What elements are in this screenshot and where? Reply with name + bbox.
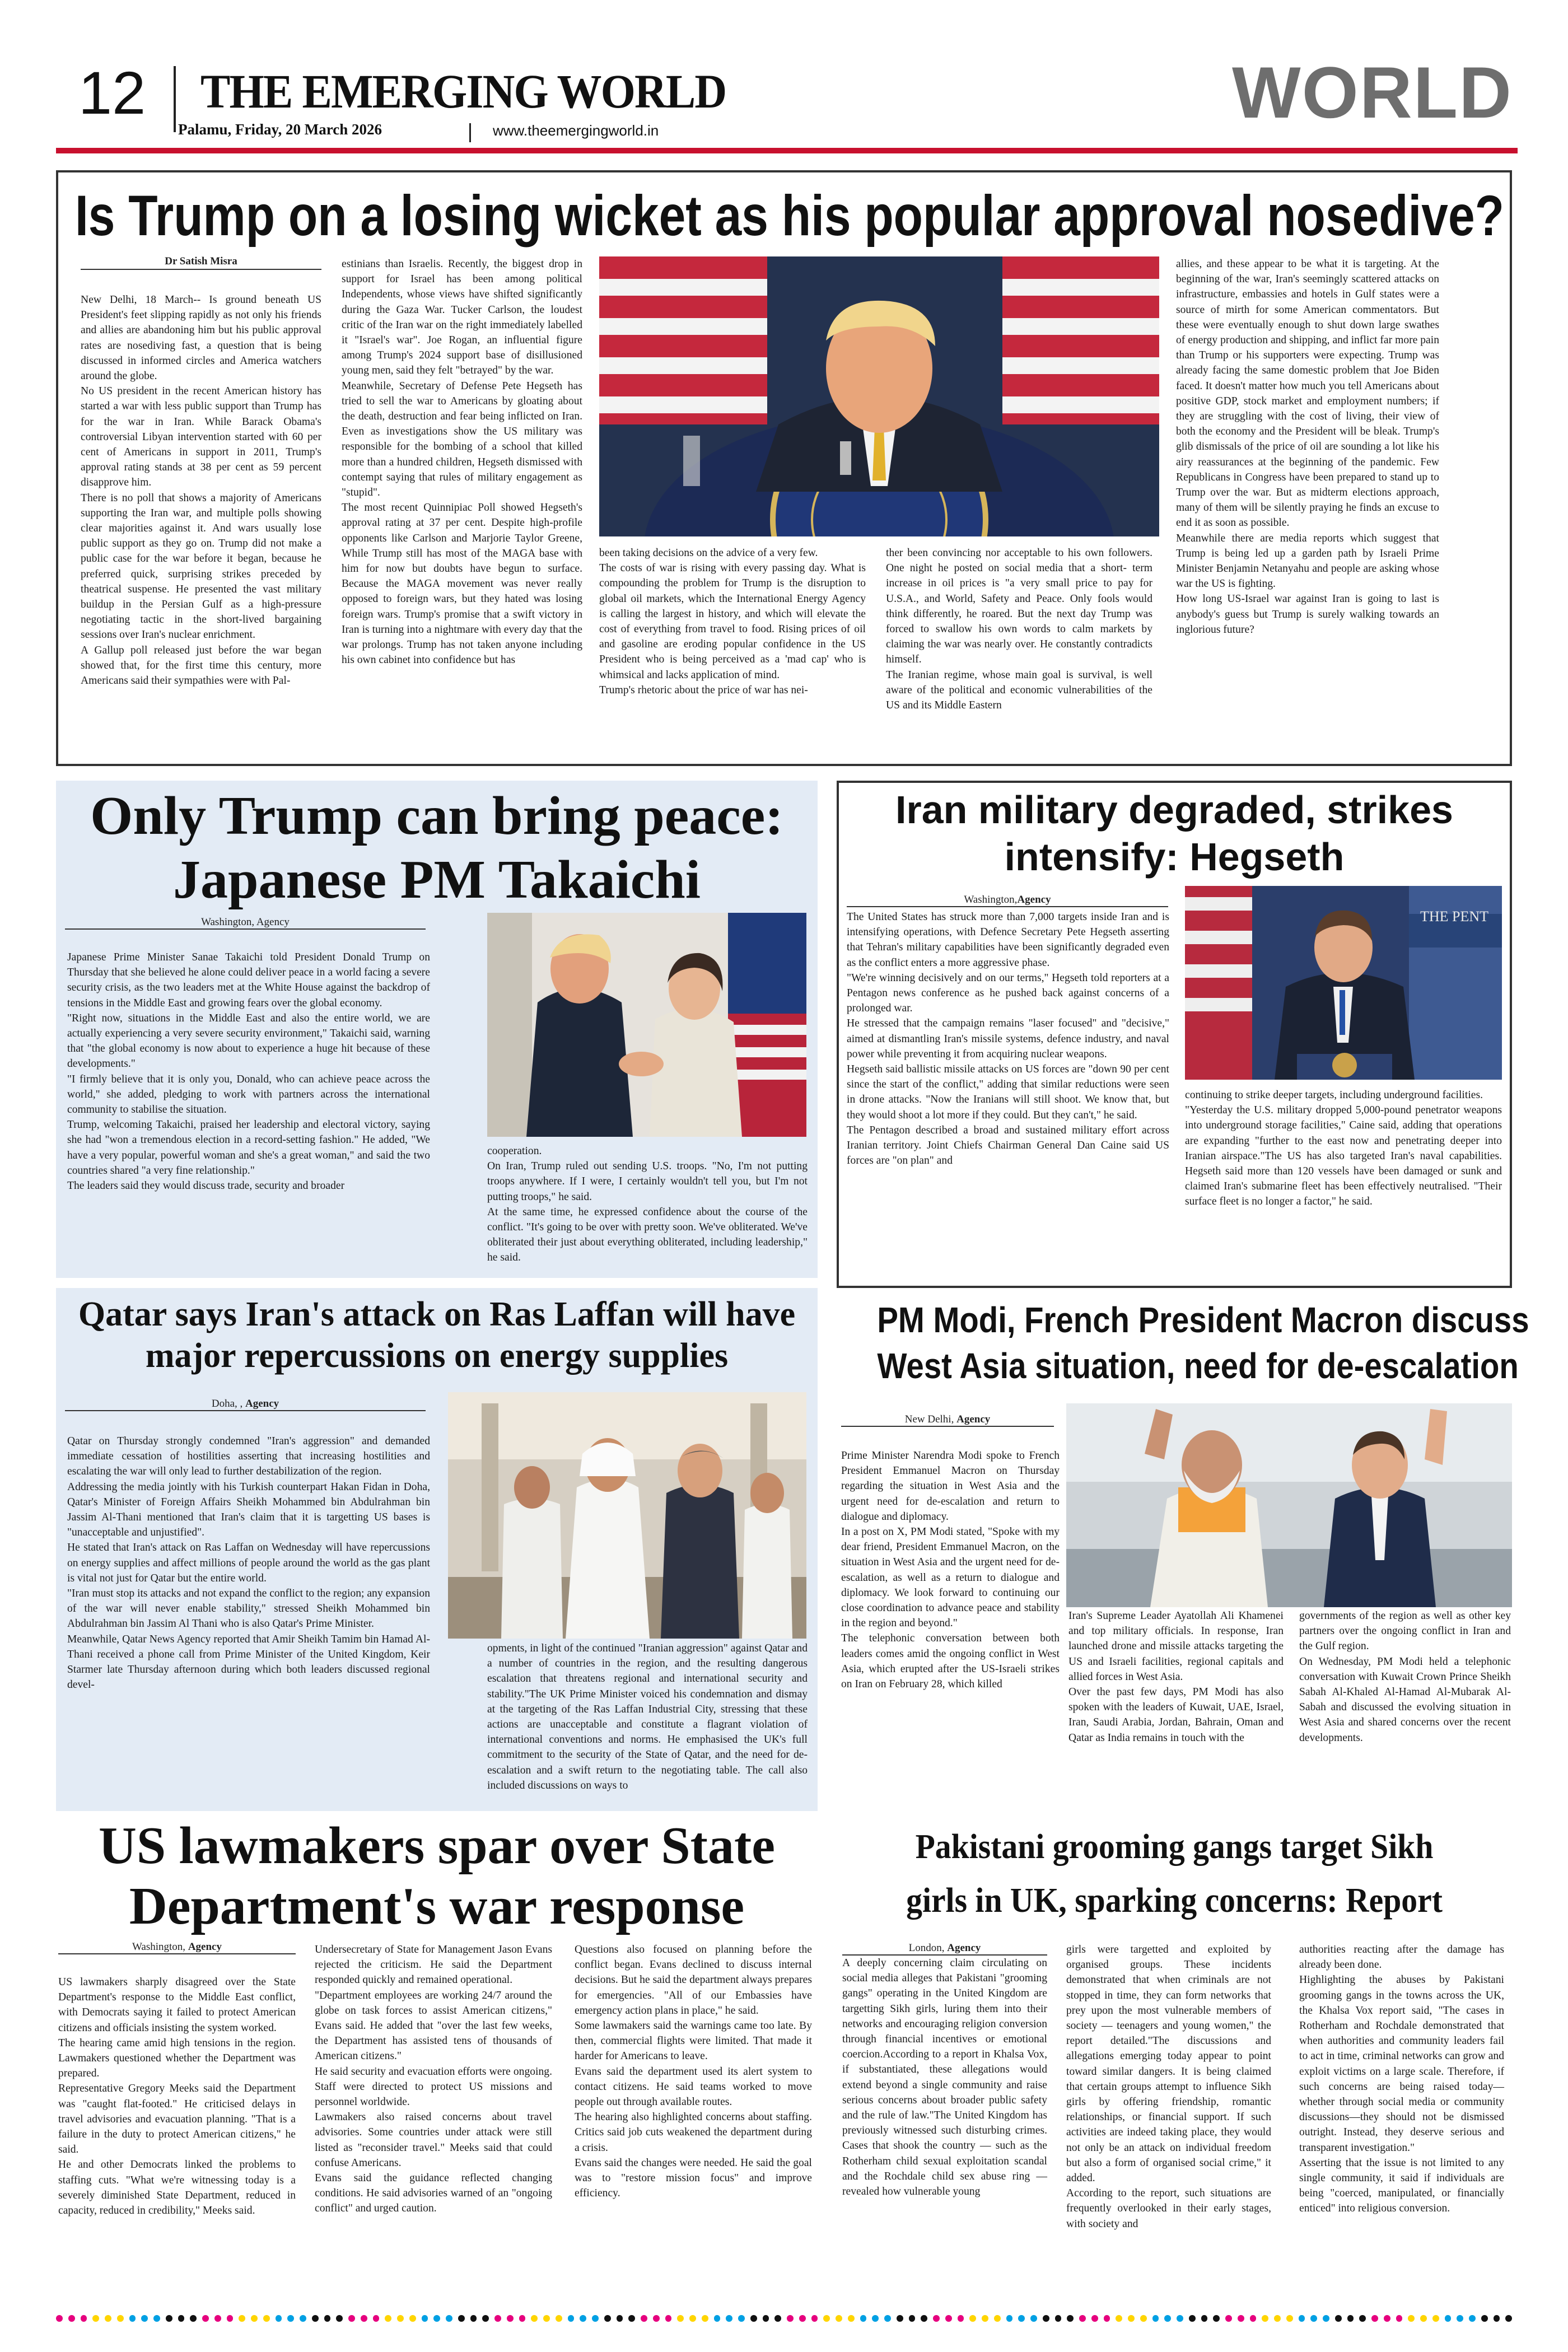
footer-dot [677, 2315, 684, 2322]
footer-dot [823, 2315, 830, 2322]
footer-dot [117, 2315, 124, 2322]
footer-dot [665, 2315, 672, 2322]
paragraph: Addressing the media jointly with his Turkish counterpart Hakan Fidan in Doha, Qatar's Minister of Foreign Affairs Sheikh Mohammed bin Abdulrahman bin Jassim Al-Thani mentioned that Iran's claim that it is targetting US bases is "unacceptable and unjustified". [67, 1481, 430, 1539]
footer-dot [1006, 2315, 1013, 2322]
footer-dot [921, 2315, 927, 2322]
paragraph: governments of the region as well as other key partners over the ongoing conflict in Iran and the Gulf region. [1299, 1610, 1511, 1653]
footer-dot [909, 2315, 916, 2322]
paragraph: girls were targetted and exploited by organised groups. These incidents demonstrated that when criminals are not stopped in time, they can form networks that prey upon the most vulnerable members of society — teenagers and young women," the report detailed."The discussions and allegations emerging today appear to point toward similar dangers. It is being claimed that certain groups attempt to influence Sikh girls by offering friendship, romantic relationships, or financial support. If such activities are indeed taking place, they would not only be an attack on individual freedom but also a form of organised social crime," it added. [1066, 1944, 1271, 2185]
footer-dot [141, 2315, 148, 2322]
footer-dot [336, 2315, 343, 2322]
footer-dot [422, 2315, 428, 2322]
paper-name: THE EMERGING WORLD [200, 64, 726, 118]
footer-dot [774, 2315, 781, 2322]
paragraph: Trump, welcoming Takaichi, praised her leadership and electoral victory, saying she had "won a tremendous election in a record-setting fashion." He added, "We have a very popular, powerful woman and she's a great woman," and said the two countries shared "a very fine relationship." [67, 1119, 430, 1177]
paragraph: Meanwhile, Qatar News Agency reported that Amir Sheikh Tamim bin Hamad Al-Thani received a phone call from Prime Minister of the United Kingdom, Keir Starmer late Thursday afternoon during which both leaders discussed regional devel- [67, 1633, 430, 1691]
footer-dot [738, 2315, 745, 2322]
paragraph: Asserting that the issue is not limited to any single community, it said if individuals are being "coerced, manipulated, or financially enticed" into religious conversion. [1299, 2157, 1504, 2215]
paragraph: Highlighting the abuses by Pakistani grooming gangs in the towns across the UK, the Khalsa Vox report said, "The cases in Rotherham and Rochdale demonstrated that when authorities and community leaders fail to act in time, criminal networks can grow and exploit victims on a large scale. Therefore, if such concerns are being raised today—whether through social media or community discussions—they should not be dismissed outright. Instead, they deserve serious and transparent investigation." [1299, 1974, 1504, 2154]
footer-dot [239, 2315, 245, 2322]
footer-dot [811, 2315, 818, 2322]
footer-dot [1505, 2315, 1512, 2322]
headline-line-2: West Asia situation, need for de-escalation [877, 1346, 1519, 1386]
footer-dot [482, 2315, 489, 2322]
footer-dot [750, 2315, 757, 2322]
footer-dot [1371, 2315, 1378, 2322]
col-1 [841, 1448, 1060, 1692]
page-number: 12 [78, 59, 146, 127]
headline [56, 784, 818, 912]
footer-dot [1384, 2315, 1390, 2322]
footer-dot [1189, 2315, 1196, 2322]
footer-dot [202, 2315, 209, 2322]
paragraph: The costs of war is rising with every passing day. What is compounding the problem for Trump is the disruption to global oil markets, which the International Energy Agency is calling the largest in history, and which will elevate the cost of everything from travel to food. Rising prices of oil and gasoline are eroding popular confidence in the US President who is being perceived as a 'mad cap' who is whimsical and lacks application of mind. [599, 562, 866, 681]
footer-dot [617, 2315, 623, 2322]
headline-line-2: intensify: Hegseth [1004, 835, 1345, 879]
paragraph: Prime Minister Narendra Modi spoke to French President Emmanuel Macron on Thursday regarding the situation in West Asia and the urgent need for de-escalation and return to dialogue and diplomacy. [841, 1450, 1060, 1523]
headline-line-2: Japanese PM Takaichi [172, 850, 701, 910]
trump-takaichi-photo [487, 913, 806, 1137]
footer-dot [300, 2315, 306, 2322]
paragraph: He stressed that the campaign remains "laser focused" and "decisive," aimed at dismantling Iran's missile systems, defence industry, and naval power while preventing it from acquiring nuclear weapons. [847, 1018, 1169, 1060]
paragraph: Over the past few days, PM Modi has also spoken with the leaders of Kuwait, UAE, Israel, Iran, Saudi Arabia, Jordan, Bahrain, Oman and Qatar as India remains in touch with the [1068, 1686, 1284, 1744]
paragraph: Japanese Prime Minister Sanae Takaichi told President Donald Trump on Thursday that she believed he alone could deliver peace in a world facing a severe security crisis, as the two leaders met at the White House against the backdrop of tensions in the Middle East and growing fears over the global economy. [67, 951, 430, 1009]
photo-sign: THE PENT [1420, 908, 1489, 925]
paragraph: cooperation. [487, 1145, 542, 1157]
headline-line-1: US lawmakers spar over State [98, 1817, 775, 1875]
footer-dot [81, 2315, 87, 2322]
paragraph: A deeply concerning claim circulating on social media alleges that Pakistani "grooming gangs" operating in the United Kingdom are targetting Sikh girls, luring them into their networks and encouraging religion conversion through financial incentives or emotional coercion.According to a report in Khalsa Vox, if substantiated, these allegations would extend beyond a single community and raise serious concerns about broader public safety and the rule of law."The United Kingdom has previously witnessed such disturbing crimes. Cases that shook the country — such as the Rotherham child sexual exploitation scandal and the Rochdale child sex abuse ring — revealed how vulnerable young [842, 1957, 1047, 2198]
dateline: Palamu, Friday, 20 March 2026 [178, 121, 382, 138]
footer-dot [397, 2315, 404, 2322]
paragraph: "We're winning decisively and on our terms," Hegseth told reporters at a Pentagon news conference as he pushed back against concerns of a prolonged war. [847, 972, 1169, 1015]
col-5 [1176, 256, 1439, 637]
footer-dot [166, 2315, 172, 2322]
footer-dot [105, 2315, 111, 2322]
footer-dot [689, 2315, 696, 2322]
footer-dot [458, 2315, 465, 2322]
footer-dot [1030, 2315, 1037, 2322]
col-1 [81, 292, 321, 688]
footer-dot [470, 2315, 477, 2322]
footer-dot [1091, 2315, 1098, 2322]
headline-line-2: major repercussions on energy supplies [145, 1337, 729, 1375]
paragraph: Evans said the changes were needed. He said the goal was to "restore mission focus" and improve efficiency. [575, 2157, 812, 2200]
paragraph: Meanwhile, Secretary of Defense Pete Hegseth has tried to sell the war to Americans by gloating about the death, destruction and fear being inflicted on Iran. Even as investigations show the US military was responsible for the bombing of a school that killed more than a hundred children, Hegseth dismissed with contempt saying that rules of military engagement as "stupid". [342, 380, 582, 499]
footer-dot [92, 2315, 99, 2322]
paragraph: ther been convincing nor acceptable to his own followers. One night he posted on social media that a short- term increase in oil prices is "a very small price to pay for U.S.A., and World, Safety and Peace. Only fools would think differently, he roared. But the next day Trump was forced to swallow his own words to calm markets by claiming the war was nearly over. He constantly contradicts himself. [886, 547, 1152, 666]
footer-dot [227, 2315, 234, 2322]
footer-dot [1310, 2315, 1317, 2322]
footer-dot [543, 2315, 550, 2322]
paragraph: US lawmakers sharply disagreed over the State Department's response to the Middle East conflict, with Democrats saying it failed to protect American citizens and officials insisting the system worked. [58, 1976, 296, 2034]
masthead-divider [174, 66, 176, 132]
headline-line-1: Pakistani grooming gangs target Sikh [915, 1828, 1434, 1866]
col-2 [342, 256, 582, 668]
footer-dot [945, 2315, 952, 2322]
slug: London, Agency [842, 1942, 1047, 1956]
paragraph: He said security and evacuation efforts were ongoing. Staff were directed to protect US missions and personnel worldwide. [315, 2065, 552, 2108]
byline: Dr Satish Misra [81, 255, 321, 270]
footer-dot [897, 2315, 903, 2322]
paragraph: According to the report, such situations are frequently overlooked in their early stages, with society and [1066, 2187, 1271, 2230]
masthead-divider-small [469, 123, 471, 142]
footer-dot [714, 2315, 721, 2322]
headline [56, 1294, 818, 1376]
paragraph: On Iran, Trump ruled out sending U.S. troops. "No, I'm not putting troops anywhere. If I were, I certainly wouldn't tell you, but I'm not putting troops," he said. [487, 1160, 808, 1203]
footer-dot [1420, 2315, 1427, 2322]
paragraph: "I firmly believe that it is only you, Donald, who can achieve peace across the world," she added, pledging to work with partners across the international community to stabilise the situation. [67, 1073, 430, 1116]
footer-dot [1104, 2315, 1110, 2322]
footer-dot [153, 2315, 160, 2322]
footer-dot [933, 2315, 940, 2322]
paragraph: The Iranian regime, whose main goal is survival, is well aware of the political and economic vulnerabilities of the US and its Middle Eastern [886, 669, 1152, 712]
paragraph: opments, in light of the continued "Iranian aggression" against Qatar and a number of countries in the region, and the resulting dangerous escalation that threatens regional and international security and stability."The UK Prime Minister voiced his condemnation and dismay at the targeting of the Ras Laffan Industrial City, stressing that these actions are unacceptable and constitute a flagrant violation of international conventions and norms. He emphasised the UK's full commitment to the security of the State of Qatar, and the need for de-escalation and a swift return to the negotiating table. The call also included discussions on ways to [487, 1642, 808, 1791]
footer-dot [763, 2315, 769, 2322]
paragraph: authorities reacting after the damage has already been done. [1299, 1944, 1504, 1971]
footer-dot [982, 2315, 988, 2322]
headline-line-2: Department's war response [129, 1877, 745, 1935]
slug: Washington, Agency [65, 916, 426, 930]
paragraph: He stated that Iran's attack on Ras Laffan on Wednesday will have repercussions on energy supplies and affect millions of people around the world as the gas plant is vital not just for Qatar but the entire world. [67, 1542, 430, 1584]
headline-line-1: Qatar says Iran's attack on Ras Laffan will have [78, 1295, 796, 1333]
footer-dot [1286, 2315, 1293, 2322]
footer-dot [348, 2315, 355, 2322]
paragraph: There is no poll that shows a majority of Americans supporting the Iran war, and multiple polls showing clear majorities against it. And wars usually lose public support as they go on. Trump did not make a public case for the war before it began, because he preferred quick, surprising strikes preceded by theatrical suspense. He presented the vast military buildup in the Persian Gulf as a high-pressure negotiating tactic in the short-lived bargaining sessions over Iran's nuclear enrichment. [81, 492, 321, 641]
masthead [0, 0, 1568, 157]
paragraph: "Yesterday the U.S. military dropped 5,000-pound penetrator weapons into underground storage facilities," Caine said, adding that operations are expanding "further to the east now and penetrating deeper into Iranian airspace."The US has also targeted Iran's naval capabilities. Hegseth said more than 120 vessels have been damaged or sunk and claimed Iran's submarine fleet has been effectively neutralised. "Their surface fleet is no longer a factor," he said. [1185, 1104, 1502, 1208]
paragraph: The hearing came amid high tensions in the region. Lawmakers questioned whether the Department was prepared. [58, 2037, 296, 2080]
footer-dot [1323, 2315, 1329, 2322]
footer-dot [214, 2315, 221, 2322]
footer-dot [324, 2315, 331, 2322]
paragraph: He and other Democrats linked the problems to staffing cuts. "What we're witnessing today is a severely diminished State Department, reduced in capacity, reduced in credibility," Meeks said. [58, 2159, 296, 2217]
modi-macron-photo [1066, 1403, 1512, 1607]
footer-dot [446, 2315, 452, 2322]
paragraph: "Right now, situations in the Middle East and also the entire world, we are actually experiencing a very severe security environment," Takaichi said, warning that "the global economy is now about to experience a huge hit because of these developments." [67, 1012, 430, 1070]
paragraph: Evans said the guidance reflected changing conditions. He said advisories warned of an "ongoing conflict" and urged caution. [315, 2172, 552, 2215]
footer-dot [1043, 2315, 1049, 2322]
col-2 [487, 1144, 808, 1266]
section-title: WORLD [1232, 52, 1513, 133]
footer-dot [68, 2315, 75, 2322]
article-modi-macron [837, 1297, 1529, 1811]
article-us-lawmakers [56, 1812, 818, 2296]
footer-dot [1225, 2315, 1232, 2322]
paragraph: The leaders said they would discuss trade, security and broader [67, 1180, 345, 1192]
col-3 [575, 1942, 812, 2201]
paragraph: Iran's Supreme Leader Ayatollah Ali Khamenei and top military officials. In response, Iran launched drone and missile attacks targeting the US and Israeli facilities, regional capitals and allied forces in West Asia. [1068, 1610, 1284, 1683]
footer-dot [1128, 2315, 1135, 2322]
footer-dot [1164, 2315, 1171, 2322]
article-hegseth [837, 781, 1512, 1288]
headline [839, 786, 1510, 880]
paragraph: Some lawmakers said the warnings came too late. By then, commercial flights were limited. That made it harder for Americans to leave. [575, 2020, 812, 2062]
footer-dot [178, 2315, 185, 2322]
paragraph: The hearing also highlighted concerns about staffing. Critics said job cuts weakened the department during a crisis. [575, 2111, 812, 2154]
col-2 [1066, 1942, 1271, 2232]
col-2 [1068, 1608, 1284, 1746]
footer-dot [628, 2315, 635, 2322]
footer-dot [958, 2315, 964, 2322]
paragraph: "Department employees are working 24/7 around the globe on task forces to assist American citizens," Evans said. He added that "over the last few weeks, the Department has assisted tens of thousands of American citizens." [315, 1989, 552, 2062]
headline: Is Trump on a losing wicket as his popular approval nosedive? [75, 184, 1504, 248]
paragraph: In a post on X, PM Modi stated, "Spoke with my dear friend, President Emmanuel Macron, on the situation in West Asia and the urgent need for de-escalation, as well as a return to dialogue and diplomacy. We look forward to continuing our close coordination to advance peace and stability in the region and beyond." [841, 1526, 1060, 1630]
footer-dot [190, 2315, 197, 2322]
col-3 [1299, 1942, 1504, 2216]
footer-dot [1408, 2315, 1415, 2322]
headline-line-1: Iran military degraded, strikes [895, 788, 1453, 832]
col-2 [487, 1641, 808, 1793]
footer-dot [1018, 2315, 1025, 2322]
footer-dot [531, 2315, 538, 2322]
paragraph: allies, and these appear to be what it is targeting. At the beginning of the war, Iran's seemingly scattered attacks on infrastructure, embassies and hotels in Gulf states were a source of mirth for some American commentators. But these were eventually enough to shut down large swathes of energy production and shipping, and inflict far more pain than Trump or his supporters were expecting. Trump was already facing the same domestic problem that Joe Biden faced. It doesn't matter how much you tell Americans about positive GDP, stock market and employment numbers; if they are struggling with the cost of living, their view of both the economy and the President will be bleak. Trump's glib dismissals of the price of oil are sounding a lot like his airy reassurances at the beginning of the pandemic. Few Republicans in Congress have been prepared to stand up to Trump over the war. But as midterm elections approach, many of them will be silently praying he finds an excuse to end it as soon as possible. [1176, 258, 1439, 529]
footer-dot [1469, 2315, 1476, 2322]
footer-dot [1274, 2315, 1281, 2322]
paragraph: Trump's rhetoric about the price of war has nei- [599, 684, 808, 696]
paragraph: continuing to strike deeper targets, including underground facilities. [1185, 1089, 1483, 1101]
footer-dot [860, 2315, 867, 2322]
footer-dot [580, 2315, 586, 2322]
paragraph: Hegseth said ballistic missile attacks on US forces are "down 90 per cent since the start of the conflict," adding that similar reductions were seen in drone attacks. "Now the Iranians will still shoot. We know that, but they would shoot a lot more if they could. But they can't," he said. [847, 1063, 1169, 1121]
footer-dot [994, 2315, 1001, 2322]
col-1 [58, 1975, 296, 2218]
article-qatar [56, 1288, 818, 1811]
paragraph: Qatar on Thursday strongly condemned "Iran's aggression" and demanded immediate cessation of hostilities asserting that increasing hostilities and escalating the war will only lead to further destabilization of the region. [67, 1435, 430, 1478]
col-1 [847, 909, 1169, 1168]
footer-dot [409, 2315, 416, 2322]
footer-dot [556, 2315, 562, 2322]
red-rule [56, 148, 1518, 153]
col-2 [315, 1942, 552, 2216]
headline-line-2: girls in UK, sparking concerns: Report [906, 1882, 1443, 1920]
website: www.theemergingworld.in [493, 122, 659, 139]
footer-dot [1116, 2315, 1122, 2322]
footer-dot [56, 2315, 63, 2322]
footer-dot [872, 2315, 879, 2322]
footer-dot [1177, 2315, 1183, 2322]
paragraph: On Wednesday, PM Modi held a telephonic conversation with Kuwait Crown Prince Sheikh Sabah Al-Khaled Al-Hamad Al-Mubarak Al-Sabah and discussed the evolving situation in West Asia and shared concerns over the recent developments. [1299, 1655, 1511, 1744]
footer-dot [433, 2315, 440, 2322]
footer-dot [1347, 2315, 1354, 2322]
footer-dot [287, 2315, 294, 2322]
hegseth-photo [1185, 886, 1502, 1080]
footer-dot [1457, 2315, 1463, 2322]
paragraph: Lawmakers also raised concerns about travel advisories. Some countries under attack were still listed as "reconsider travel." Meeks said that could confuse Americans. [315, 2111, 552, 2169]
footer-dot [1396, 2315, 1403, 2322]
paragraph: A Gallup poll released just before the war began showed that, for the first time this century, more Americans said their sympathies were with Pal- [81, 644, 321, 687]
footer-dot [385, 2315, 391, 2322]
slug: New Delhi, Agency [841, 1413, 1054, 1427]
footer-dot [494, 2315, 501, 2322]
footer-dot [361, 2315, 367, 2322]
doha-officials-photo [448, 1392, 806, 1639]
footer-dot [787, 2315, 794, 2322]
footer-dot [507, 2315, 514, 2322]
slug: Doha, , Agency [65, 1398, 426, 1411]
article-trump-approval [56, 170, 1512, 766]
footer-dot [604, 2315, 611, 2322]
slug: Washington,Agency [847, 894, 1168, 907]
col-1 [67, 1434, 430, 1692]
footer-dot [641, 2315, 647, 2322]
footer-dot [799, 2315, 806, 2322]
slug: Washington, Agency [58, 1941, 296, 1954]
headline-line-1: Only Trump can bring peace: [90, 786, 783, 846]
footer-dot [1359, 2315, 1366, 2322]
footer-dot [1213, 2315, 1220, 2322]
footer-dot [1055, 2315, 1062, 2322]
footer-dot [251, 2315, 258, 2322]
headline [860, 1820, 1488, 1928]
headline [877, 1297, 1529, 1389]
footer-dot [1481, 2315, 1488, 2322]
footer-dot [1432, 2315, 1439, 2322]
paragraph: Evans said the department used its alert system to contact citizens. He said teams worked to move people out through available routes. [575, 2065, 812, 2108]
footer-dot [568, 2315, 575, 2322]
article-uk-grooming [837, 1812, 1512, 2296]
footer-dot [836, 2315, 842, 2322]
headline [56, 1816, 818, 1936]
paragraph: Questions also focused on planning before the conflict began. Evans declined to discuss internal decisions. But he said the department always prepares for emergencies. "All of our Embassies have emergency action plans in place," he said. [575, 1944, 812, 2017]
paragraph: The most recent Quinnipiac Poll showed Hegseth's approval rating at 37 per cent. Despite high-profile opponents like Carlson and Marjorie Taylor Greene, While Trump still has most of the MAGA base with him for now but doubts have begun to surface. Because the MAGA movement was never really opposed to foreign wars, but they hated was losing foreign wars. Trump's promise that a swift victory in Iran is turning into a nightmare with every day that the war prolongs. Trump has not taken anyone including his own cabinet into confidence but has [342, 502, 582, 666]
paragraph: How long US-Israel war against Iran is going to last is anybody's guess but Trump is surely walking towards an inglorious future? [1176, 593, 1439, 636]
paragraph: Meanwhile there are media reports which suggest that Trump is being led up a garden path by Israeli Prime Minister Benjamin Netanyahu and people are asking whose war the US is fighting. [1176, 532, 1439, 590]
col-1 [842, 1956, 1047, 2199]
footer-dot [1079, 2315, 1086, 2322]
col-2 [1185, 1088, 1502, 1210]
col-3 [599, 545, 866, 698]
footer-dot [373, 2315, 380, 2322]
article-takaichi [56, 781, 818, 1278]
footer-dot [848, 2315, 855, 2322]
paragraph: New Delhi, 18 March-- Is ground beneath US President's feet slipping rapidly as not only his friends and allies are abandoning him but his public approval rates are nosediving fast, a question that is being discussed in informed circles and America watchers around the globe. [81, 294, 321, 382]
footer-dot [884, 2315, 891, 2322]
col-3 [1299, 1608, 1511, 1746]
paragraph: The United States has struck more than 7,000 targets inside Iran and is intensifying operations, with Defence Secretary Pete Hegseth asserting that Tehran's military capabilities have been significantly degraded even as the conflict enters a more aggressive phase. [847, 911, 1169, 969]
footer-dot [1140, 2315, 1147, 2322]
paragraph: "Iran must stop its attacks and not expand the conflict to the region; any expansion of the war will never enable stability," stressed Sheikh Mohammed bin Abdulrahman bin Jassim Al Thani who is also Qatar's Prime Minister. [67, 1588, 430, 1630]
footer-dot [1152, 2315, 1159, 2322]
footer-dot [726, 2315, 732, 2322]
footer-dot [129, 2315, 136, 2322]
footer-dot [1201, 2315, 1208, 2322]
col-1 [67, 950, 430, 1193]
footer-dot [263, 2315, 270, 2322]
paragraph: Representative Gregory Meeks said the Department was "caught flat-footed." He criticised delays in travel advisories and evacuation planning. "That is a failure in the duty to protect American citizens," he said. [58, 2083, 296, 2156]
footer-dot [1494, 2315, 1500, 2322]
footer-dot [969, 2315, 976, 2322]
footer-dot [1335, 2315, 1342, 2322]
footer-dot [312, 2315, 319, 2322]
footer-dot [276, 2315, 282, 2322]
footer-dot [1067, 2315, 1074, 2322]
paragraph: The telephonic conversation between both leaders comes amid the ongoing conflict in West Asia, which erupted after the US-Israeli strikes on Iran on February 28, which killed [841, 1632, 1060, 1691]
paragraph: No US president in the recent American history has started a war with less public support than Trump has for the war in Iran. While Barack Obama's controversial Libyan intervention started with 60 per cent of Americans in support in 2011, Trump's approval rating stands at 38 per cent as 59 percent disapprove him. [81, 385, 321, 489]
footer-dot [1299, 2315, 1305, 2322]
footer-dot [592, 2315, 599, 2322]
trump-podium-photo [599, 256, 1159, 536]
paragraph: Undersecretary of State for Management Jason Evans rejected the criticism. He said the Department responded quickly and remained operational. [315, 1944, 552, 1986]
paragraph: At the same time, he expressed confidence about the course of the conflict. "It's going to be over with pretty soon. We've obliterated. We've obliterated their just about everything obliterated, including leadership," he said. [487, 1206, 808, 1264]
footer-dot [1238, 2315, 1244, 2322]
footer-dot [1445, 2315, 1452, 2322]
footer-dot [519, 2315, 526, 2322]
footer-dot [1262, 2315, 1268, 2322]
paragraph: been taking decisions on the advice of a very few. [599, 547, 818, 559]
footer-dot [702, 2315, 708, 2322]
footer-dot [653, 2315, 660, 2322]
col-4 [886, 545, 1152, 713]
paragraph: The Pentagon described a broad and sustained military effort across Iranian territory. Joint Chiefs Chairman General Dan Caine said US forces are "on plan" and [847, 1124, 1169, 1167]
footer-color-dots [56, 2315, 1512, 2324]
headline-line-1: PM Modi, French President Macron discuss [877, 1300, 1529, 1340]
paragraph: estinians than Israelis. Recently, the biggest drop in support for Israel has been among political Independents, whose views have shifted significantly during the Gaza War. Tucker Carlson, the loudest critic of the Iran war on the right immediately labelled it "Israel's war". Joe Rogan, an influential figure among Trump's 2024 support base of disillusioned young men, said they felt "betrayed" by the war. [342, 258, 582, 377]
footer-dot [1250, 2315, 1257, 2322]
